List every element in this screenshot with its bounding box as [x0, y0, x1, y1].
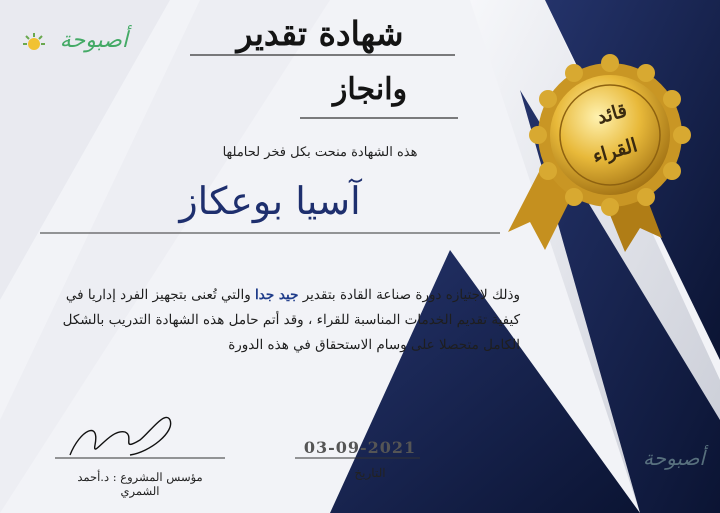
logo-watermark: أصبوحة	[643, 446, 705, 470]
founder-label: مؤسس المشروع : د.أحمد الشمري	[77, 470, 203, 498]
body-text-part1: وذلك لاجتيازه دورة صناعة القادة بتقدير	[298, 287, 520, 303]
logo-text: أصبوحة	[59, 28, 128, 53]
grade-text: جيد جدا	[255, 287, 299, 303]
seal-text-line1: قائد	[594, 99, 630, 129]
certificate-title: شهادة تقدير	[236, 14, 404, 53]
body-text-part2: والتي تُعنى بتجهيز الفرد إداريا في كيفية تقديم الخدمات المناسبة للقراء ، وقد أتم حامل هذه الشهادة التدريب بالشكل الكامل متحصلا على وسام الاستحقاق في هذه الدورة	[62, 287, 520, 353]
date-label: التاريخ	[354, 466, 386, 480]
certificate-body	[40, 283, 520, 358]
lead-text: هذه الشهادة منحت بكل فخر لحاملها	[222, 145, 418, 160]
certificate-subtitle: وانجاز	[332, 72, 408, 107]
date-value: 03-09-2021	[303, 438, 417, 457]
seal-text-line2: القراء	[590, 134, 640, 168]
recipient-name: آسيا بوعكاز	[179, 179, 361, 223]
